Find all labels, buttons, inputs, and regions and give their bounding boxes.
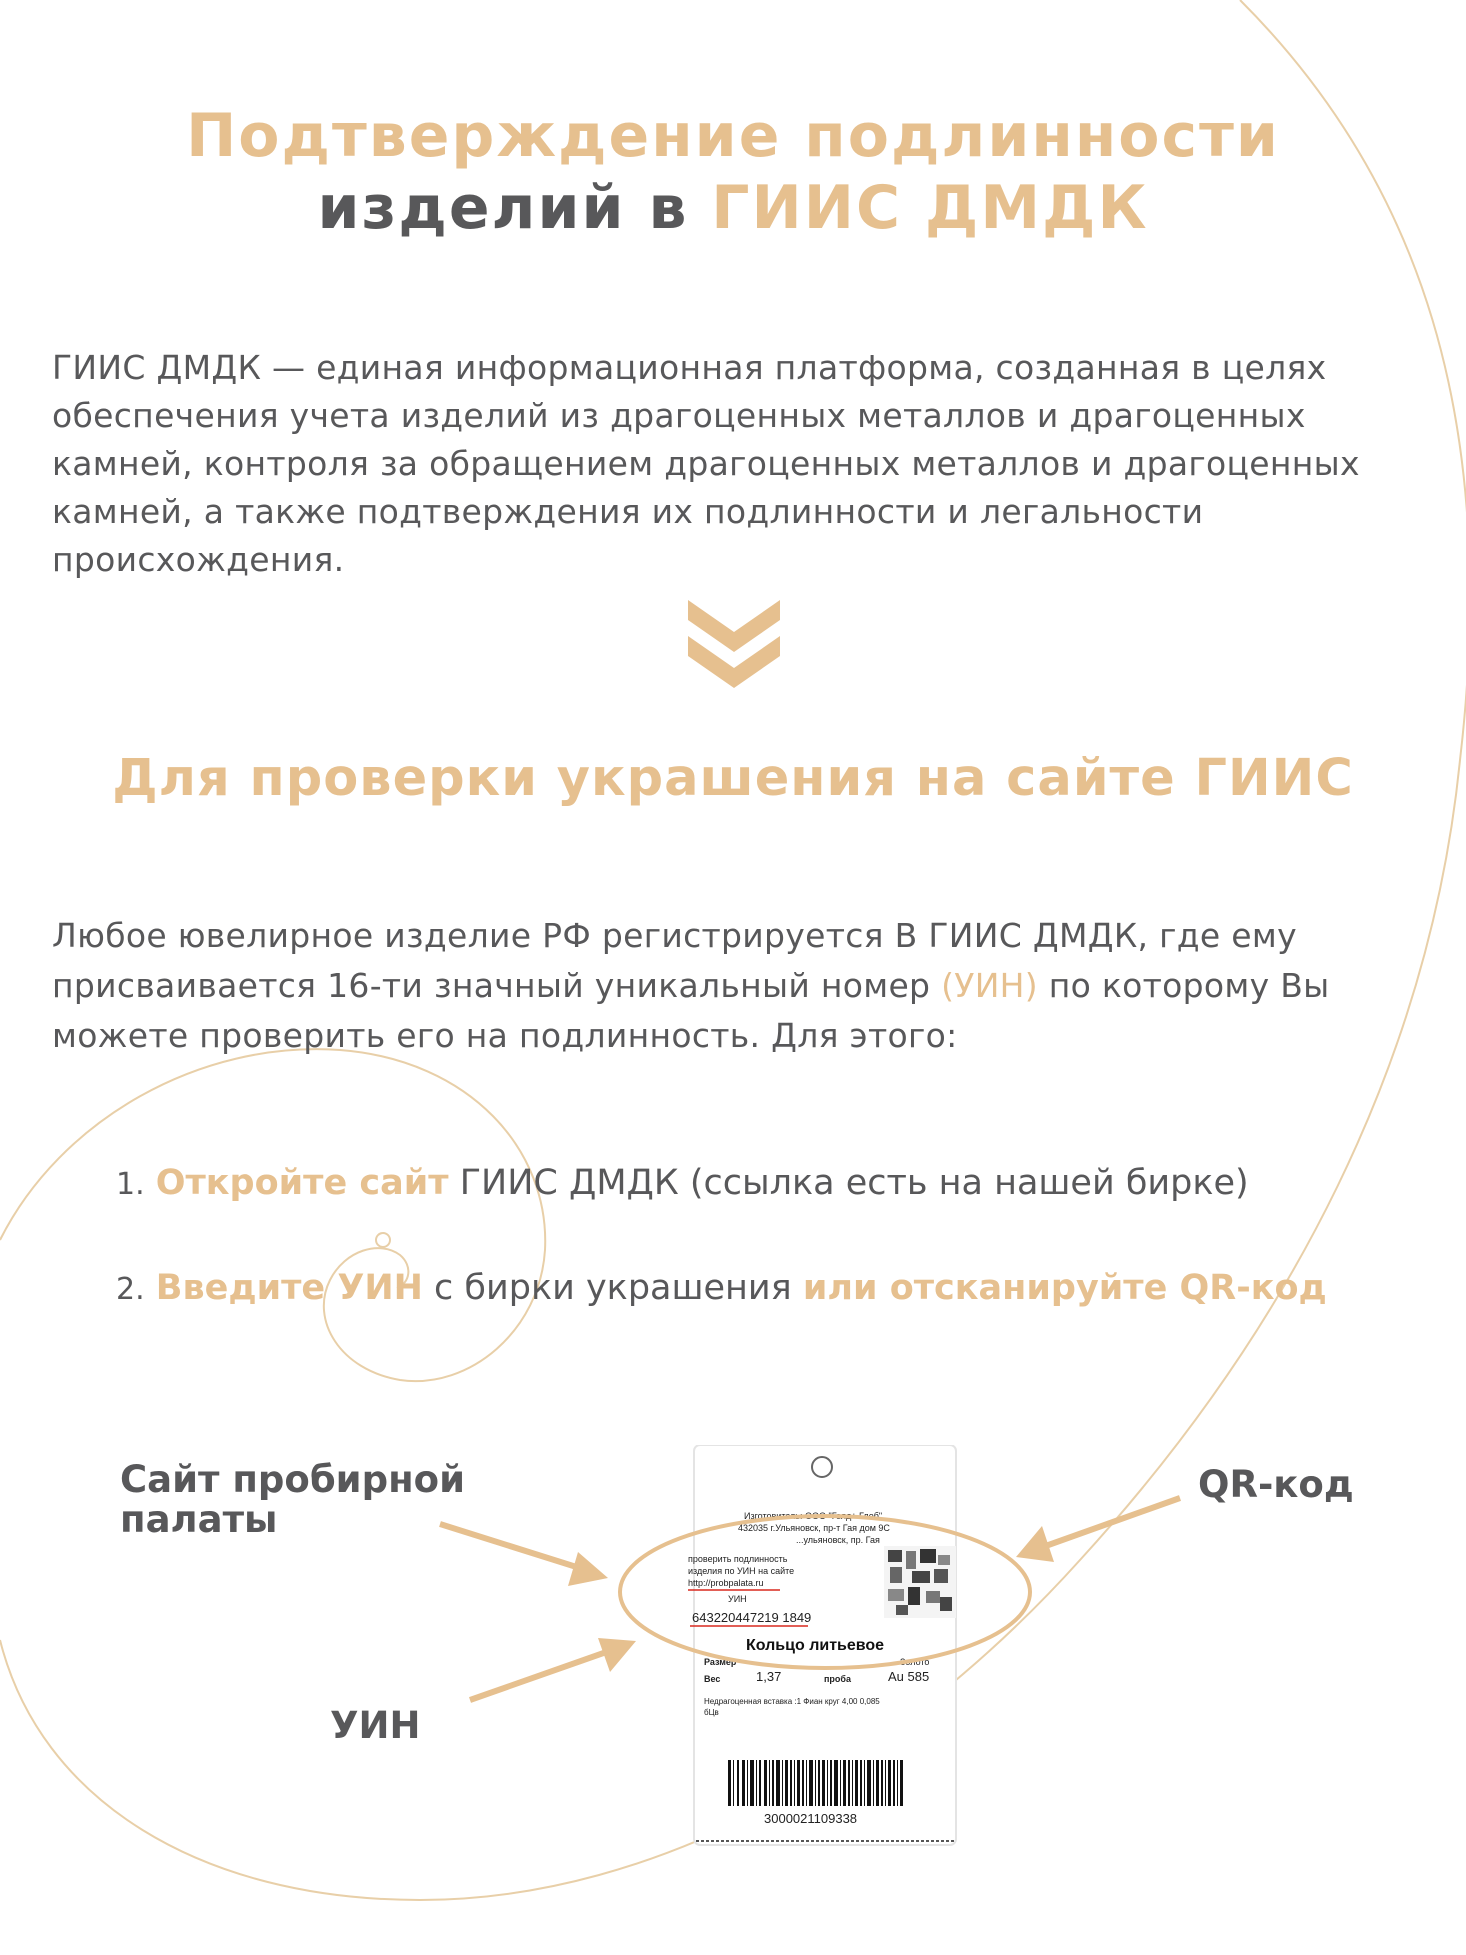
step-text: с бирки украшения bbox=[422, 1268, 803, 1308]
step-number: 1. bbox=[116, 1167, 145, 1202]
step-text: ГИИС ДМДК (ссылка есть на нашей бирке) bbox=[448, 1163, 1249, 1203]
label-uin: УИН bbox=[330, 1704, 421, 1747]
description-part-2: по которому Вы можете проверить его на подлинность. Для этого: bbox=[52, 966, 1330, 1055]
title-line-1: Подтверждение подлинности bbox=[186, 101, 1280, 171]
tag-weight-value: 1,37 bbox=[756, 1669, 782, 1684]
tag-check-line-1: проверить подлинность bbox=[688, 1554, 788, 1564]
intro-paragraph: ГИИС ДМДК — единая информационная платформа, созданная в целях обеспечения учета изделий из драгоценных металлов и драгоценных камней, контроля за обращением драгоценных металлов и драгоценных камней, а также подтверждения их подлинности и легальности происхождения. bbox=[52, 348, 1360, 579]
tag-probe-label: проба bbox=[824, 1674, 851, 1684]
tag-site-url: http://probpalata.ru bbox=[688, 1578, 764, 1588]
step-number: 2. bbox=[116, 1272, 145, 1307]
tag-barcode-number: 3000021109338 bbox=[764, 1811, 858, 1826]
highlight-ellipse bbox=[620, 1516, 1030, 1668]
label-qr-code: QR-код bbox=[1198, 1463, 1354, 1506]
step-open-site-link[interactable]: Откройте сайт bbox=[155, 1163, 449, 1203]
tag-weight-label: Вес bbox=[704, 1674, 721, 1684]
tag-metal: Золото bbox=[900, 1657, 930, 1667]
tag-manufacturer-1: Изготовитель: ООО "Голд+ Глоб" bbox=[744, 1511, 883, 1521]
tag-uin-value: 643220447219 1849 bbox=[692, 1610, 812, 1625]
tag-check-line-2: изделия по УИН на сайте bbox=[688, 1566, 795, 1576]
description-accent: (УИН) bbox=[941, 966, 1038, 1005]
tag-manufacturer-3: ...ульяновск, пр. Гая bbox=[796, 1535, 880, 1545]
description-part-1: Любое ювелирное изделие РФ регистрируется В ГИИС ДМДК, где ему присваивается 16-ти значный уникальный номер bbox=[52, 916, 1297, 1005]
tag-probe-value: Au 585 bbox=[888, 1669, 930, 1684]
tag-product-name: Кольцо литьевое bbox=[746, 1637, 885, 1654]
step-enter-uin-accent: Введите УИН bbox=[155, 1268, 423, 1308]
tag-size-label: Размер bbox=[704, 1657, 737, 1667]
tag-manufacturer-2: 432035 г.Ульяновск, пр-т Гая дом 9С bbox=[738, 1523, 890, 1533]
title-line-2-start: изделий в bbox=[317, 173, 712, 243]
tag-insert-line-2: бЦв bbox=[704, 1708, 719, 1717]
step-scan-qr-accent: или отсканируйте QR-код bbox=[802, 1268, 1327, 1308]
title-line-2-accent: ГИИС ДМДК bbox=[711, 173, 1149, 243]
tag-insert-line-1: Недрагоценная вставка :1 Фиан круг 4,00 0,085 bbox=[704, 1697, 880, 1706]
label-assay-office-site: Сайт пробирной палаты bbox=[120, 1458, 465, 1541]
tag-uin-label: УИН bbox=[728, 1594, 747, 1604]
section-heading: Для проверки украшения на сайте ГИИС bbox=[112, 749, 1354, 808]
